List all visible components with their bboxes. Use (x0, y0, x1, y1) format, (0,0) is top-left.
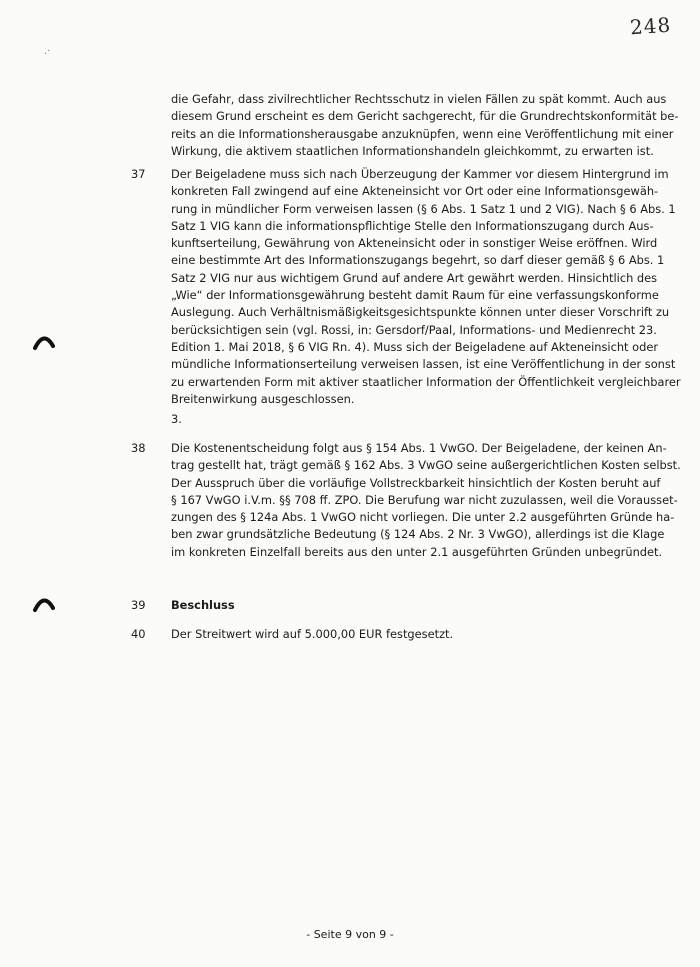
text-line: Edition 1. Mai 2018, § 6 VIG Rn. 4). Muss sich der Beigeladene auf Akteneinsicht oder (171, 339, 659, 354)
text-line: § 167 VwGO i.V.m. §§ 708 ff. ZPO. Die Berufung war nicht zuzulassen, weil die Vorausset- (171, 492, 678, 507)
text-line: Der Beigeladene muss sich nach Überzeugung der Kammer vor diesem Hintergrund im (171, 167, 669, 181)
scan-speck: .· (44, 46, 51, 57)
paragraph-number: 37 (131, 167, 146, 181)
punch-hole-mark (33, 330, 55, 352)
text-line: Breitenwirkung ausgeschlossen. (171, 391, 355, 406)
text-line: Satz 1 VIG kann die informationspflichtige Stelle den Informationszugang durch Aus- (171, 218, 654, 233)
paragraph-number: 40 (131, 627, 146, 641)
text-line: reits an die Informationsherausgabe anzuknüpfen, wenn eine Veröffentlichung mit einer (171, 126, 674, 141)
text-line: eine bestimmte Art des Informationszugangs begehrt, so darf dieser gemäß § 6 Abs. 1 (171, 253, 665, 268)
beschluss-heading (171, 597, 676, 614)
text-line: Satz 2 VIG nur aus wichtigem Grund auf andere Art gewährt werden. Hinsichtlich des (171, 270, 658, 285)
text-line: diesem Grund erscheint es dem Gericht sachgerecht, für die Grundrechtskonformität be- (171, 109, 679, 124)
section-heading-3 (171, 411, 676, 428)
paragraph-40 (171, 626, 676, 643)
paragraph-37 (171, 166, 681, 408)
text-line: Auslegung. Auch Verhältnismäßigkeitsgesichtspunkte können unter dieser Vorschrift zu (171, 305, 670, 320)
text-line: „Wie“ der Informationsgewährung besteht damit Raum für eine verfassungskonforme (171, 288, 659, 303)
text-line: konkreten Fall zwingend auf eine Akteneinsicht vor Ort oder eine Informationsgewäh- (171, 184, 659, 199)
text-line: im konkreten Einzelfall bereits aus den unter 2.1 ausgeführten Gründen unbegründet. (171, 544, 663, 559)
paragraph-number: 38 (131, 441, 146, 455)
text-line: Der Ausspruch über die vorläufige Vollstreckbarkeit hinsichtlich der Kosten beruht auf (171, 475, 661, 490)
text-line: trag gestellt hat, trägt gemäß § 162 Abs. 3 VwGO seine außergerichtlichen Kosten selbst. (171, 458, 681, 473)
text-line: zungen des § 124a Abs. 1 VwGO nicht vorliegen. Die unter 2.2 ausgeführten Gründe ha- (171, 510, 675, 525)
text-line: mündliche Informationserteilung verweisen lassen, ist eine Veröffentlichung in der sonst (171, 357, 676, 372)
handwritten-page-number: 248 (629, 12, 672, 40)
text-line: zu erwartenden Form mit aktiver staatlicher Information der Öffentlichkeit vergleichbarer (171, 374, 681, 389)
text-line: ben zwar grundsätzliche Bedeutung (§ 124 Abs. 2 Nr. 3 VwGO), allerdings ist die Klage (171, 527, 665, 542)
text-line: rung in mündlicher Form verweisen lassen (§ 6 Abs. 1 Satz 1 und 2 VIG). Nach § 6 Abs. 1 (171, 201, 676, 216)
punch-hole-mark (33, 592, 55, 614)
text-line: 3. (171, 412, 182, 426)
continuation-paragraph (171, 91, 679, 160)
paragraph-number: 39 (131, 598, 146, 612)
page-footer: - Seite 9 von 9 - (306, 928, 394, 941)
text-line: die Gefahr, dass zivilrechtlicher Rechtsschutz in vielen Fällen zu spät kommt. Auch aus (171, 92, 667, 106)
paragraph-38 (171, 440, 681, 561)
text-line: berücksichtigen sein (vgl. Rossi, in: Gersdorf/Paal, Informations- und Medienrecht 23. (171, 322, 657, 337)
text-line: kunftserteilung, Gewährung von Akteneinsicht oder in sonstiger Weise eröffnen. Wird (171, 236, 658, 251)
text-line: Der Streitwert wird auf 5.000,00 EUR festgesetzt. (171, 627, 454, 641)
text-line: Beschluss (171, 598, 235, 612)
text-line: Wirkung, die aktivem staatlichen Informationshandeln gleichkommt, zu erwarten ist. (171, 143, 654, 158)
text-line: Die Kostenentscheidung folgt aus § 154 Abs. 1 VwGO. Der Beigeladene, der keinen An- (171, 441, 667, 455)
